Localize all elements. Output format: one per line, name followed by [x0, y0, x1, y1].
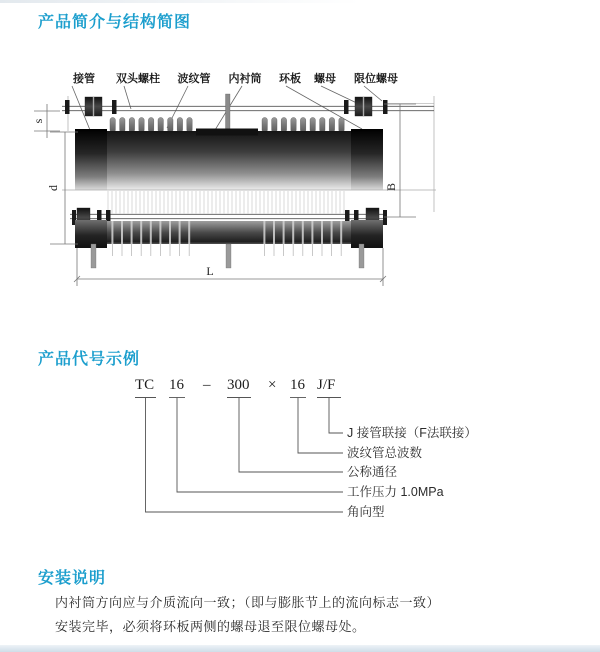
diagram-part-labels	[72, 71, 398, 85]
callout-type: 角向型	[347, 505, 385, 519]
dim-label-d: d	[46, 185, 60, 191]
install-note-1: 内衬筒方向应与介质流向一致；（即与膨胀节上的流向标志一致）	[55, 595, 441, 610]
section-title-code: 产品代号示例	[38, 351, 141, 368]
part-label-xianwei: 限位螺母	[354, 73, 398, 85]
expansion-joint-diagram	[28, 60, 468, 292]
code-part-pressure: 16	[169, 377, 184, 393]
install-note-2: 安装完毕，必须将环板两侧的螺母退至限位螺母处。	[55, 619, 366, 634]
rod-center	[226, 244, 231, 268]
part-label-bowenguan: 波纹管	[177, 73, 211, 85]
lower-hatch	[108, 191, 344, 214]
top-stud	[62, 94, 434, 134]
code-part-waves: 16	[290, 377, 305, 393]
part-label-neichentong: 内衬筒	[228, 73, 262, 85]
part-label-luomu: 螺母	[314, 73, 336, 85]
code-callout-lines	[130, 392, 360, 522]
dim-label-L: L	[206, 264, 214, 278]
part-label-jieguan: 接管	[73, 73, 95, 85]
page-footer-band	[0, 645, 600, 652]
callout-diameter: 公称通径	[347, 465, 398, 479]
limit-nut-right	[383, 100, 388, 114]
callout-waves: 波纹管总波数	[347, 446, 423, 460]
callout-pressure: 工作压力 1.0MPa	[347, 485, 444, 499]
part-label-huanban: 环板	[279, 73, 301, 85]
callout-connection: J 接管联接（F法联接）	[347, 426, 477, 440]
code-part-times: ×	[268, 377, 277, 393]
page-top-edge	[0, 0, 600, 3]
dim-label-B: B	[384, 182, 398, 192]
flange-right	[351, 129, 383, 190]
joint-body-upper	[75, 129, 383, 191]
code-part-type: TC	[135, 377, 155, 393]
rod-left	[91, 244, 96, 268]
limit-nut-left	[65, 100, 70, 114]
flange-left	[75, 129, 107, 190]
code-part-connection: J/F	[317, 377, 336, 393]
rod-right	[359, 244, 364, 268]
part-label-shuangtou: 双头螺柱	[116, 73, 160, 85]
code-part-diameter: 300	[227, 377, 250, 393]
center-post	[226, 94, 231, 134]
section-title-intro: 产品简介与结构简图	[38, 14, 192, 31]
dim-label-s: s	[31, 118, 45, 124]
section-title-install: 安装说明	[38, 570, 107, 587]
joint-body-lower	[75, 220, 383, 268]
code-part-dash: –	[203, 377, 211, 393]
liner-collar	[196, 129, 258, 136]
